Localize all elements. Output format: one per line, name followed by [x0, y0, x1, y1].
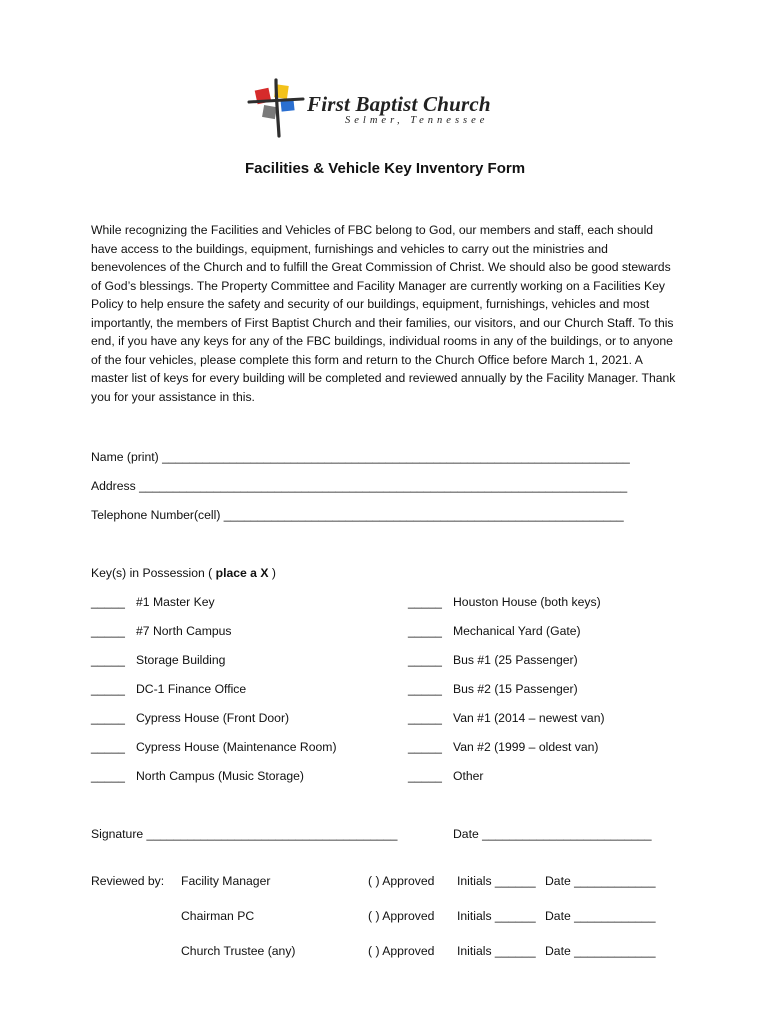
key-label: Bus #2 (15 Passenger) [453, 682, 578, 696]
name-field[interactable]: Name (print) _____________________________________________________________________ [91, 450, 630, 464]
key-blank[interactable]: _____ [91, 624, 125, 638]
key-label: Cypress House (Front Door) [136, 711, 290, 725]
key-label: North Campus (Music Storage) [136, 769, 304, 783]
telephone-field[interactable]: Telephone Number(cell) ___________________________________________________________ [91, 508, 624, 522]
approved-checkbox[interactable]: ( ) Approved [368, 909, 435, 923]
key-label: Storage Building [136, 653, 226, 667]
key-blank[interactable]: _____ [91, 769, 125, 783]
keys-heading [91, 566, 276, 580]
key-blank[interactable]: _____ [91, 740, 125, 754]
key-blank[interactable]: _____ [408, 711, 442, 725]
cross-logo-icon [245, 78, 305, 138]
address-field[interactable]: Address ________________________________________________________________________ [91, 479, 628, 493]
key-label: Bus #1 (25 Passenger) [453, 653, 578, 667]
review-date-field[interactable]: Date ____________ [545, 874, 656, 888]
approved-checkbox[interactable]: ( ) Approved [368, 944, 435, 958]
key-label: Cypress House (Maintenance Room) [136, 740, 337, 754]
logo-title: First Baptist Church [307, 92, 491, 116]
key-blank[interactable]: _____ [91, 653, 125, 667]
key-blank[interactable]: _____ [408, 740, 442, 754]
key-blank[interactable]: _____ [91, 682, 125, 696]
key-blank[interactable]: _____ [408, 624, 442, 638]
initials-field[interactable]: Initials ______ [457, 909, 536, 923]
key-label: Mechanical Yard (Gate) [453, 624, 581, 638]
key-blank[interactable]: _____ [91, 711, 125, 725]
key-blank[interactable]: _____ [408, 769, 442, 783]
key-label: #1 Master Key [136, 595, 215, 609]
key-label: #7 North Campus [136, 624, 232, 638]
intro-paragraph: While recognizing the Facilities and Vehicles of FBC belong to God, our members and staff, each should have access to the buildings, equipment, furnishings and vehicles to carry out the ministries and benevolences of the Church and to fulfill the Great Commission of Christ. We should also be good stewards of God’s blessings. The Property Committee and Facility Manager are currently working on a Facilities Key Policy to help ensure the safety and security of our buildings, equipment, furnishings, vehicles and most importantly, the members of First Baptist Church and their families, our visitors, and our Church Staff. To this end, if you have any keys for any of the FBC buildings, individual rooms in any of the buildings, or to anyone of the four vehicles, please complete this form and return to the Church Office before March 1, 2021. A master list of keys for every building will be completed and reviewed annually by the Facility Manager. Thank you for your assistance in this. [91, 223, 676, 404]
key-blank[interactable]: _____ [408, 653, 442, 667]
signature-date-field[interactable]: Date _________________________ [453, 827, 652, 841]
reviewer-role: Church Trustee (any) [181, 944, 296, 958]
church-logo [245, 78, 535, 140]
keys-heading-bold: place a X [215, 566, 269, 580]
key-blank[interactable]: _____ [91, 595, 125, 609]
review-date-field[interactable]: Date ____________ [545, 944, 656, 958]
key-label: Van #1 (2014 – newest van) [453, 711, 605, 725]
reviewed-by-label: Reviewed by: [91, 874, 165, 888]
form-title: Facilities & Vehicle Key Inventory Form [244, 160, 526, 177]
initials-field[interactable]: Initials ______ [457, 874, 536, 888]
key-label: Other [453, 769, 484, 783]
key-label: DC-1 Finance Office [136, 682, 247, 696]
signature-field[interactable]: Signature _____________________________________ [91, 827, 398, 841]
approved-checkbox[interactable]: ( ) Approved [368, 874, 435, 888]
key-label: Van #2 (1999 – oldest van) [453, 740, 599, 754]
logo-subtitle: Selmer, Tennessee [345, 115, 489, 126]
key-blank[interactable]: _____ [408, 682, 442, 696]
reviewer-role: Chairman PC [181, 909, 255, 923]
keys-heading-prefix: Key(s) in Possession ( [91, 566, 216, 580]
keys-heading-suffix: ) [268, 566, 276, 580]
initials-field[interactable]: Initials ______ [457, 944, 536, 958]
key-label: Houston House (both keys) [453, 595, 601, 609]
reviewer-role: Facility Manager [181, 874, 271, 888]
review-date-field[interactable]: Date ____________ [545, 909, 656, 923]
key-blank[interactable]: _____ [408, 595, 442, 609]
